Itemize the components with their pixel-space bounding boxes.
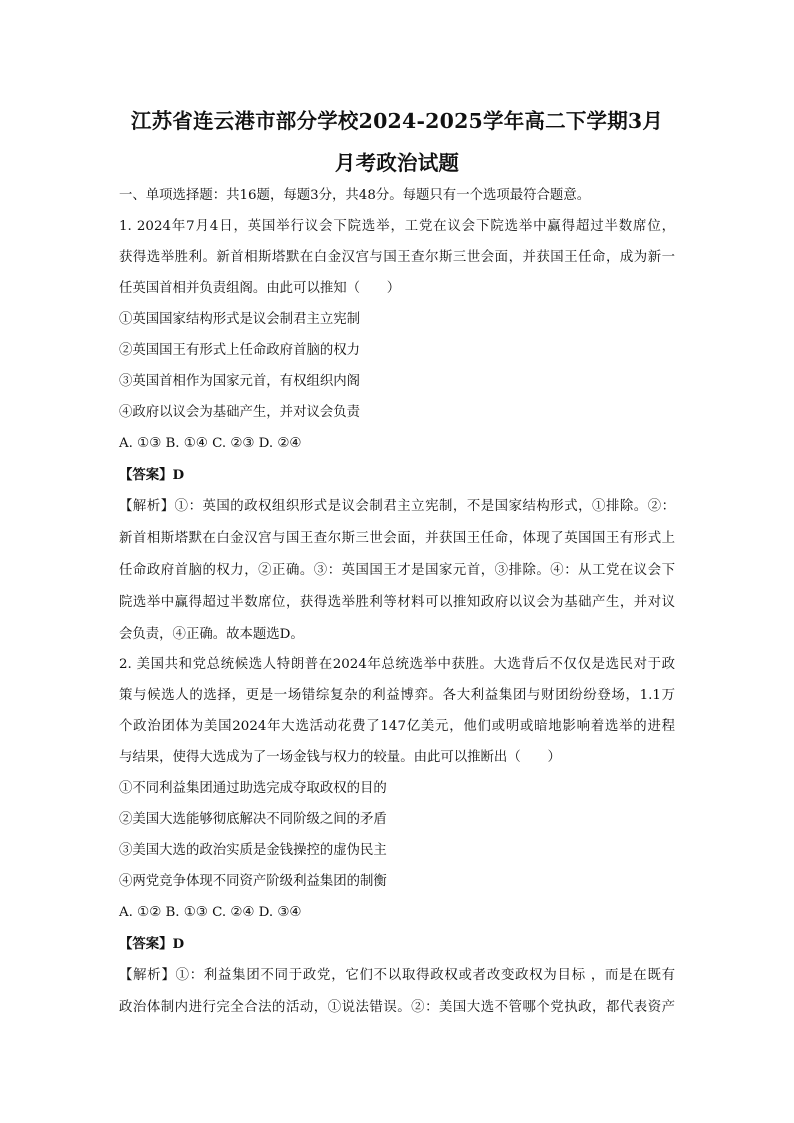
q2-option-4: ④两党竞争体现不同资产阶级利益集团的制衡 xyxy=(119,874,387,889)
q1-stem-line-1: 1. 2024年7月4日，英国举行议会下院选举，工党在议会下院选举中赢得超过半数席位， xyxy=(119,219,675,234)
q2-choices: A. ①② B. ①③ C. ②④ D. ③④ xyxy=(119,905,302,920)
q2-analysis-line-1: 【解析】①：利益集团不同于政党，它们不以取得政权或者改变政权为目标 ，而是在既有 xyxy=(119,968,675,983)
q1-answer: 【答案】D xyxy=(119,467,185,483)
q1-analysis-line-1: 【解析】①：英国的政权组织形式是议会制君主立宪制，不是国家结构形式，①排除。②： xyxy=(119,499,675,514)
document-title-line-2: 月考政治试题 xyxy=(334,151,460,175)
q2-stem-line-4: 与结果，使得大选成为了一场金钱与权力的较量。由此可以推断出（ ） xyxy=(119,750,561,765)
q1-stem-line-3: 任英国首相并负责组阁。由此可以推知（ ） xyxy=(119,281,401,296)
q1-analysis-line-4: 院选举中赢得超过半数席位，获得选举胜利等材料可以推知政府以议会为基础产生，并对议 xyxy=(119,595,675,610)
q2-option-2: ②美国大选能够彻底解决不同阶级之间的矛盾 xyxy=(119,812,387,827)
document-title-line-1: 江苏省连云港市部分学校2024-2025学年高二下学期3月 xyxy=(130,109,664,133)
q1-analysis-line-2: 新首相斯塔默在白金汉宫与国王查尔斯三世会面，并获国王任命，体现了英国国王有形式上 xyxy=(119,531,675,546)
q1-option-2: ②英国国王有形式上任命政府首脑的权力 xyxy=(119,343,361,358)
q1-choices: A. ①③ B. ①④ C. ②③ D. ②④ xyxy=(119,436,302,451)
q1-option-1: ①英国国家结构形式是议会制君主立宪制 xyxy=(119,312,361,327)
q2-answer: 【答案】D xyxy=(119,936,185,952)
q2-option-3: ③美国大选的政治实质是金钱操控的虚伪民主 xyxy=(119,843,387,858)
q2-stem-line-2: 策与候选人的选择，更是一场错综复杂的利益博弈。各大利益集团与财团纷纷登场，1.1万 xyxy=(119,688,675,703)
q1-option-3: ③英国首相作为国家元首，有权组织内阁 xyxy=(119,374,361,389)
q1-analysis-line-5: 会负责，④正确。故本题选D。 xyxy=(119,627,304,642)
q2-stem-line-3: 个政治团体为美国2024年大选活动花费了147亿美元，他们或明或暗地影响着选举的进程 xyxy=(119,719,675,734)
q2-analysis-line-2: 政治体制内进行完全合法的活动，①说法错误。②：美国大选不管哪个党执政，都代表资产 xyxy=(119,1000,675,1015)
q2-stem-line-1: 2. 美国共和党总统候选人特朗普在2024年总统选举中获胜。大选背后不仅仅是选民对于政 xyxy=(119,657,675,672)
q2-option-1: ①不同利益集团通过助选完成夺取政权的目的 xyxy=(119,781,387,796)
q1-option-4: ④政府以议会为基础产生，并对议会负责 xyxy=(119,405,361,420)
section-header: 一、单项选择题：共16题，每题3分，共48分。每题只有一个选项最符合题意。 xyxy=(119,188,591,203)
q1-stem-line-2: 获得选举胜利。新首相斯塔默在白金汉宫与国王查尔斯三世会面，并获国王任命，成为新一 xyxy=(119,250,675,265)
q1-analysis-line-3: 任命政府首脑的权力，②正确。③：英国国王才是国家元首，③排除。④：从工党在议会下 xyxy=(119,563,675,578)
